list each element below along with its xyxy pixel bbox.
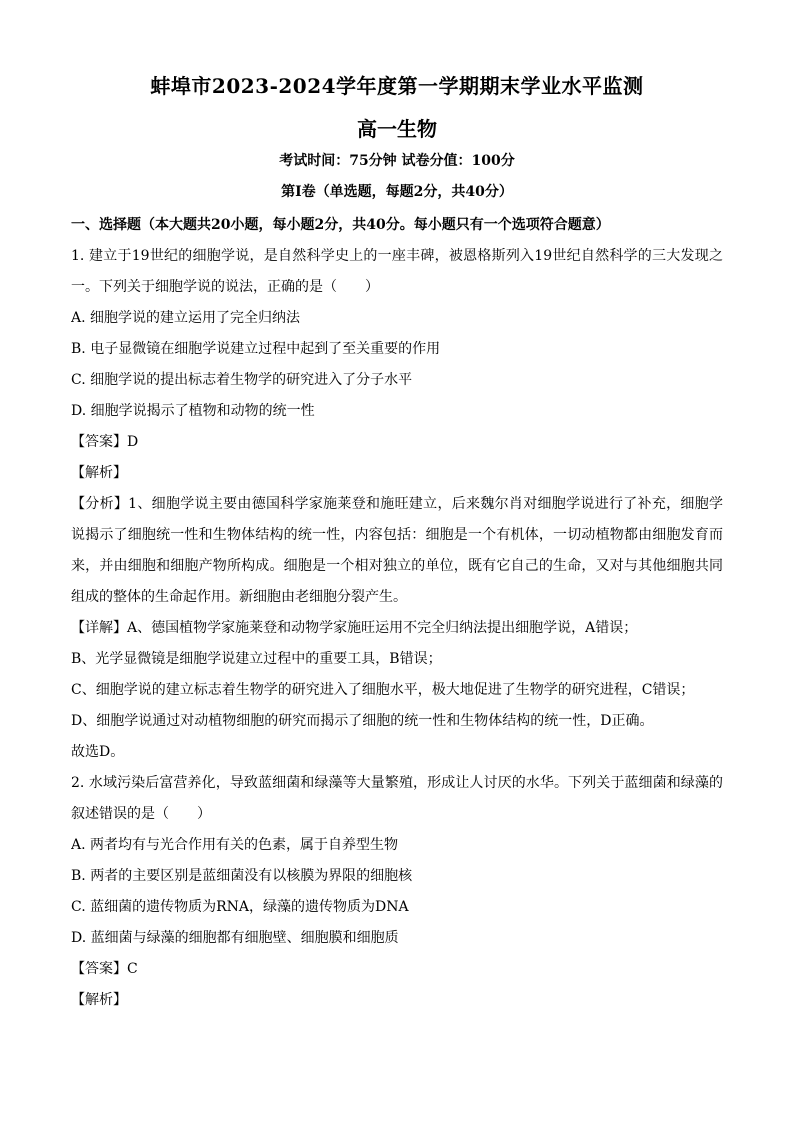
q1-answer <box>71 427 723 458</box>
q2-stem-line-1: 2. 水域污染后富营养化，导致蓝细菌和绿藻等大量繁殖，形成让人讨厌的水华。下列关于蓝细菌和绿藻的 <box>71 775 723 791</box>
volume-heading: 第Ⅰ卷（单选题，每题2分，共40分） <box>281 184 513 200</box>
answer-value: D <box>127 434 139 450</box>
q1-detail-line-1: 【详解】A、德国植物学家施莱登和动物学家施旺运用不完全归纳法提出细胞学说，A错误； <box>71 620 638 636</box>
exam-body <box>71 210 723 1016</box>
q1-stem-line-2: 一。下列关于细胞学说的说法，正确的是（ ） <box>71 279 379 295</box>
q2-stem-line-2: 叙述错误的是（ ） <box>71 806 211 822</box>
answer-value: C <box>127 961 138 977</box>
q1-option-d: D. 细胞学说揭示了植物和动物的统一性 <box>71 403 315 419</box>
q1-option-b: B. 电子显微镜在细胞学说建立过程中起到了至关重要的作用 <box>71 341 441 357</box>
q1-option-a: A. 细胞学说的建立运用了完全归纳法 <box>71 310 301 326</box>
q1-analysis-line-3: 来，并由细胞和细胞产物所构成。细胞是一个相对独立的单位，既有它自己的生命，又对与其他细胞共同 <box>71 558 723 574</box>
q1-detail-line-5: 故选D。 <box>71 744 125 760</box>
q1-detail-line-3: C、细胞学说的建立标志着生物学的研究进入了细胞水平，极大地促进了生物学的研究进程，C错误； <box>71 682 695 698</box>
q1-analysis-label: 【解析】 <box>71 465 127 481</box>
answer-label: 【答案】 <box>71 961 127 977</box>
q2-option-a: A. 两者均有与光合作用有关的色素，属于自养型生物 <box>71 837 399 853</box>
answer-label: 【答案】 <box>71 434 127 450</box>
q1-detail-line-2: B、光学显微镜是细胞学说建立过程中的重要工具，B错误； <box>71 651 442 667</box>
q1-analysis-line-1: 【分析】1、细胞学说主要由德国科学家施莱登和施旺建立，后来魏尔肖对细胞学说进行了补充，细胞学 <box>71 496 723 512</box>
subject-title: 高一生物 <box>357 117 437 141</box>
q1-analysis-line-2: 说揭示了细胞统一性和生物体结构的统一性，内容包括：细胞是一个有机体，一切动植物都由细胞发育而 <box>71 527 723 543</box>
exam-title: 蚌埠市2023-2024学年度第一学期期末学业水平监测 <box>150 74 644 98</box>
section-heading: 一、选择题（本大题共20小题，每小题2分，共40分。每小题只有一个选项符合题意） <box>71 217 610 233</box>
q2-option-b: B. 两者的主要区别是蓝细菌没有以核膜为界限的细胞核 <box>71 868 413 884</box>
q2-analysis-label: 【解析】 <box>71 992 127 1008</box>
q2-answer <box>71 954 723 985</box>
q2-option-d: D. 蓝细菌与绿藻的细胞都有细胞壁、细胞膜和细胞质 <box>71 930 399 946</box>
q1-detail-line-4: D、细胞学说通过对动植物细胞的研究而揭示了细胞的统一性和生物体结构的统一性，D正确。 <box>71 713 654 729</box>
q1-option-c: C. 细胞学说的提出标志着生物学的研究进入了分子水平 <box>71 372 413 388</box>
q1-stem-line-1: 1. 建立于19世纪的细胞学说，是自然科学史上的一座丰碑，被恩格斯列入19世纪自然科学的三大发现之 <box>71 248 723 264</box>
exam-info: 考试时间：75分钟 试卷分值：100分 <box>279 153 515 169</box>
q1-analysis-line-4: 组成的整体的生命起作用。新细胞由老细胞分裂产生。 <box>71 589 407 605</box>
q2-option-c: C. 蓝细菌的遗传物质为RNA，绿藻的遗传物质为DNA <box>71 899 409 915</box>
